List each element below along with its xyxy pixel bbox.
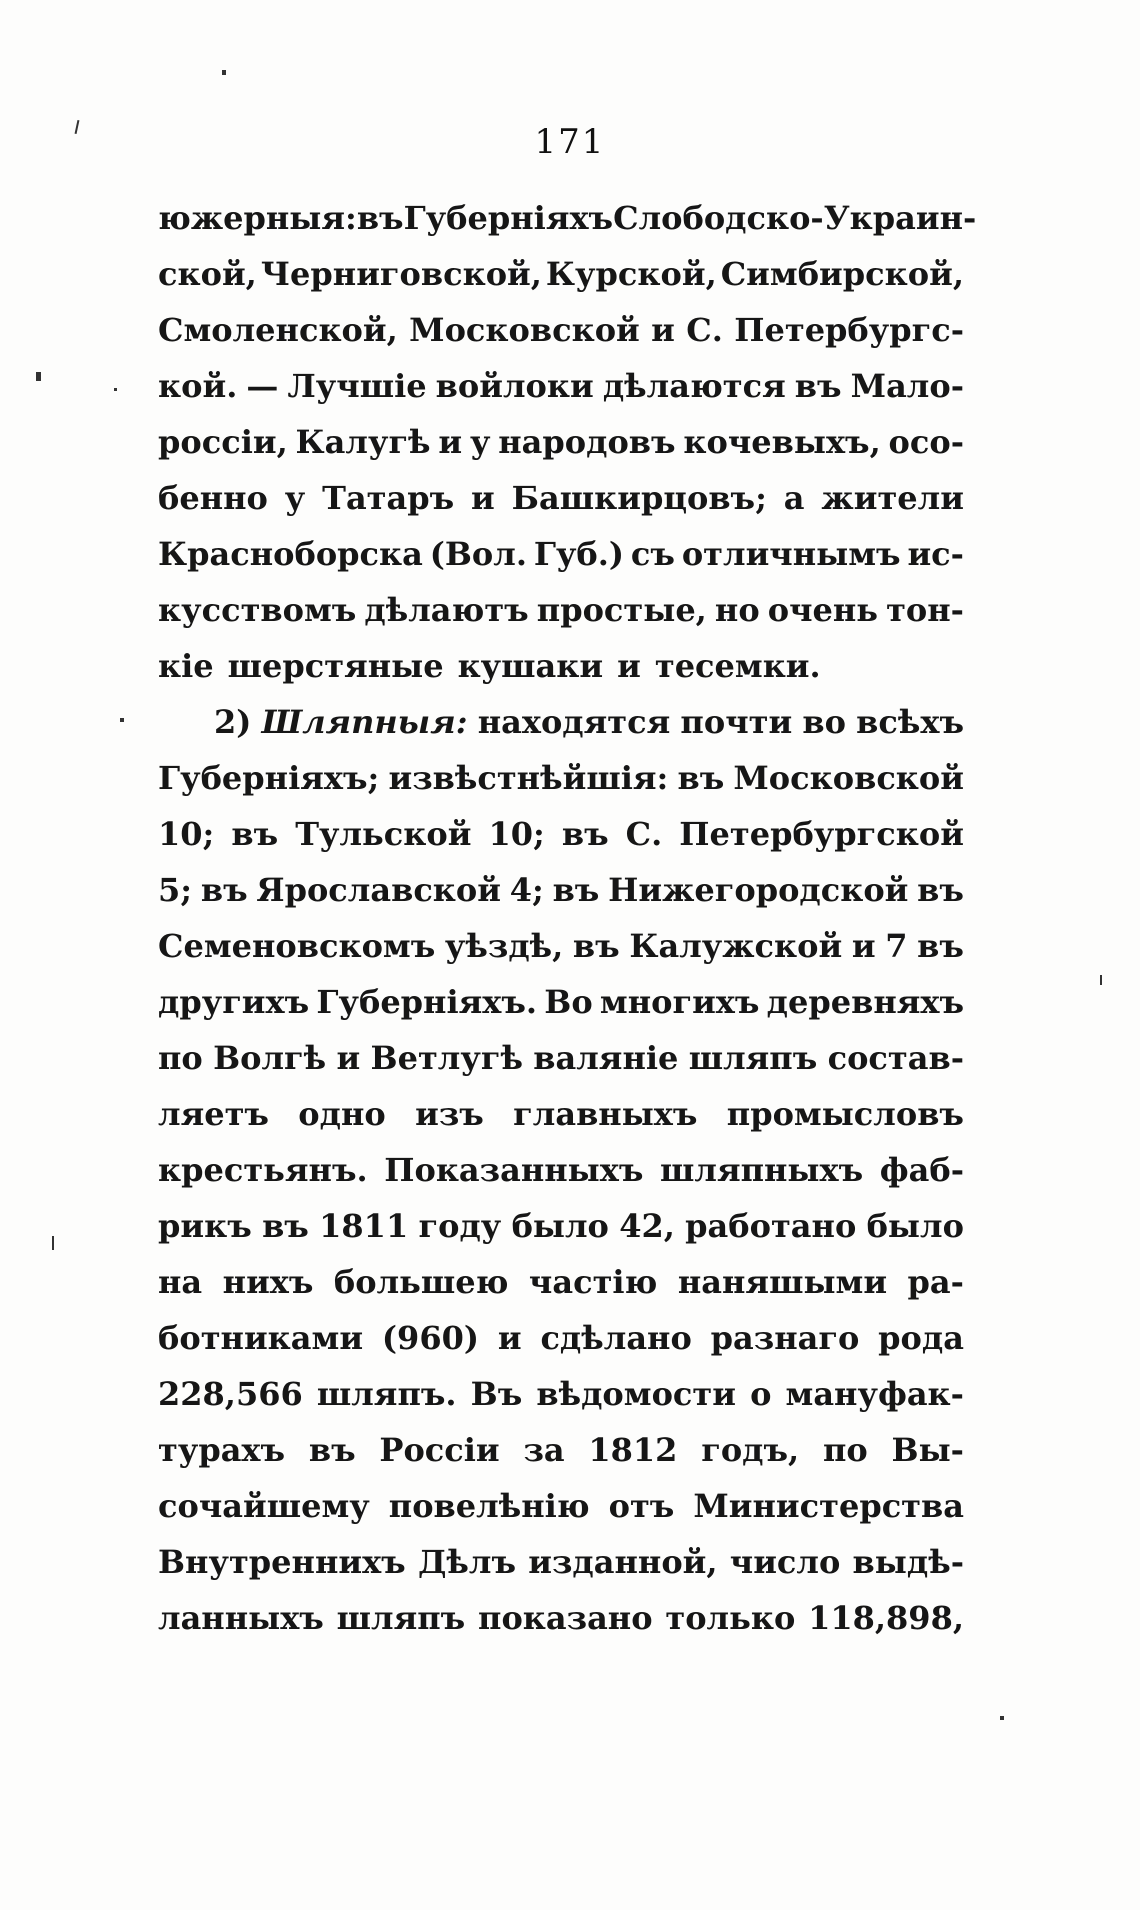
word: Губерніяхъ;	[158, 759, 380, 797]
word: Нижегородской	[608, 871, 909, 909]
word: рикъ	[158, 1207, 252, 1245]
word: году	[418, 1207, 502, 1245]
text-line	[158, 1590, 964, 1646]
word: изъ	[415, 1095, 484, 1133]
word: 10;	[488, 815, 545, 853]
word: 2)	[214, 703, 252, 741]
text-line	[158, 414, 964, 470]
word: другихъ	[158, 983, 310, 1021]
word: осо-	[888, 423, 964, 461]
word: Тульской	[295, 815, 472, 853]
word: 118,898,	[808, 1599, 964, 1637]
word: нихъ	[222, 1263, 314, 1301]
page-number: 171	[534, 122, 606, 162]
word: въ	[917, 871, 964, 909]
word: въ	[572, 927, 620, 965]
word: 228,566	[158, 1375, 303, 1413]
word: въ	[308, 1431, 356, 1469]
word: въ	[262, 1207, 309, 1245]
word: находятся	[477, 703, 671, 741]
text-line	[158, 750, 964, 806]
word: Шляпныя:	[261, 703, 468, 741]
word: простые,	[536, 591, 707, 629]
text-line	[158, 470, 964, 526]
speck	[1000, 1716, 1004, 1720]
speck	[120, 718, 124, 722]
word: (960)	[381, 1319, 479, 1357]
word: многихъ	[599, 983, 760, 1021]
word: въ	[231, 815, 279, 853]
word: Калугѣ	[295, 423, 431, 461]
word: Татаръ	[322, 479, 455, 517]
word: шерстяные	[227, 647, 444, 685]
word: войлоки	[435, 367, 594, 405]
word: кочевыхъ,	[683, 423, 881, 461]
text-line	[158, 1478, 964, 1534]
word: фаб-	[879, 1151, 964, 1189]
word: сдѣлано	[540, 1319, 692, 1357]
word: Семеновскомъ	[158, 927, 436, 965]
word: за	[523, 1431, 565, 1469]
word: Губ.)	[533, 535, 625, 573]
text-line	[158, 1366, 964, 1422]
word: тесемки.	[654, 647, 821, 685]
word: Показанныхъ	[384, 1151, 644, 1189]
word: шляпъ	[688, 1039, 818, 1077]
word: о	[750, 1375, 772, 1413]
word: изданной,	[528, 1543, 718, 1581]
text-line	[158, 190, 977, 246]
text-line	[158, 1198, 964, 1254]
text-line	[158, 974, 964, 1030]
word: ботниками	[158, 1319, 364, 1357]
word: деревняхъ	[766, 983, 964, 1021]
word: крестьянъ.	[158, 1151, 368, 1189]
speck	[114, 388, 117, 391]
word: ской,	[158, 255, 257, 293]
word: Петербургс-	[734, 311, 964, 349]
speck	[36, 372, 41, 381]
word: съ	[630, 535, 675, 573]
word: жители	[821, 479, 964, 517]
word: дѣлаютъ	[364, 591, 529, 629]
word: отъ	[608, 1487, 675, 1525]
word: въ	[561, 815, 609, 853]
speck	[52, 1236, 54, 1250]
word: —	[246, 367, 279, 405]
word: 10;	[158, 815, 215, 853]
text-line	[158, 1142, 964, 1198]
word: ис-	[907, 535, 964, 573]
word: кушаки	[457, 647, 604, 685]
word: ляетъ	[158, 1095, 269, 1133]
word: и	[336, 1039, 361, 1077]
word: главныхъ	[513, 1095, 698, 1133]
text-line	[158, 1086, 964, 1142]
word: 1812	[588, 1431, 678, 1469]
text-line	[158, 1422, 964, 1478]
word: турахъ	[158, 1431, 286, 1469]
word: С.	[625, 815, 663, 853]
word: состав-	[827, 1039, 964, 1077]
word: очень	[767, 591, 878, 629]
speck	[222, 70, 226, 75]
word: Красноборска	[158, 535, 423, 573]
word: ланныхъ	[158, 1599, 324, 1637]
word: кой.	[158, 367, 238, 405]
text-line	[158, 694, 964, 750]
word: Губерніяхъ	[403, 199, 614, 237]
word: Черниговской,	[260, 255, 542, 293]
word: повелѣнію	[388, 1487, 590, 1525]
word: Смоленской,	[158, 311, 398, 349]
word: и	[497, 1319, 522, 1357]
word: только	[665, 1599, 796, 1637]
word: въ	[794, 367, 842, 405]
word: и	[651, 311, 675, 349]
word: Министерства	[693, 1487, 964, 1525]
word: Петербургской	[679, 815, 964, 853]
word: по	[822, 1431, 868, 1469]
word: у	[284, 479, 306, 517]
word: С.	[686, 311, 723, 349]
word: Симбирской,	[720, 255, 964, 293]
word: Калужской	[629, 927, 843, 965]
word: Дѣлъ	[417, 1543, 517, 1581]
text-line	[158, 1030, 964, 1086]
word: а	[783, 479, 805, 517]
word: и	[471, 479, 495, 517]
word: тон-	[886, 591, 964, 629]
text-line	[158, 806, 964, 862]
word: одно	[298, 1095, 386, 1133]
word: мануфак-	[785, 1375, 964, 1413]
text-line	[158, 246, 964, 302]
text-line	[158, 526, 964, 582]
word: Ветлугѣ	[370, 1039, 523, 1077]
word: показано	[478, 1599, 653, 1637]
word: большею	[333, 1263, 509, 1301]
word: ра-	[907, 1263, 964, 1301]
word: 5;	[158, 871, 193, 909]
text-line	[158, 358, 964, 414]
word: шляпъ	[336, 1599, 466, 1637]
word: почти	[680, 703, 793, 741]
word: Слободско-Украин-	[613, 199, 977, 237]
word: по	[158, 1039, 203, 1077]
text-line	[158, 582, 964, 638]
text-line	[158, 1534, 964, 1590]
word: въ	[677, 759, 725, 797]
word: кіе	[158, 647, 214, 685]
word: Волгѣ	[213, 1039, 327, 1077]
text-line	[158, 1310, 964, 1366]
word: въ	[200, 871, 248, 909]
speck	[1100, 975, 1102, 985]
word: южерныя:	[158, 199, 357, 237]
word: сочайшему	[158, 1487, 370, 1525]
text-line	[158, 918, 964, 974]
word: годъ,	[701, 1431, 800, 1469]
word: (Вол.	[429, 535, 527, 573]
text-line	[158, 1254, 964, 1310]
word: дѣлаются	[602, 367, 786, 405]
word: 1811	[319, 1207, 409, 1245]
text-line	[158, 638, 964, 694]
word: въ	[917, 927, 964, 965]
word: шляпныхъ	[659, 1151, 864, 1189]
word: въ	[552, 871, 600, 909]
word: наняшыми	[677, 1263, 888, 1301]
word: было	[866, 1207, 964, 1245]
word: число	[729, 1543, 841, 1581]
word: рода	[878, 1319, 964, 1357]
word: 42,	[619, 1207, 675, 1245]
word: выдѣ-	[852, 1543, 964, 1581]
word: Внутреннихъ	[158, 1543, 406, 1581]
word: уѣздѣ,	[444, 927, 564, 965]
word: россіи,	[158, 423, 288, 461]
word: Въ	[470, 1375, 523, 1413]
word: вѣдомости	[536, 1375, 736, 1413]
body-text	[158, 190, 977, 1646]
word: народовъ	[498, 423, 676, 461]
word: и	[617, 647, 641, 685]
word: промысловъ	[726, 1095, 964, 1133]
word: частію	[528, 1263, 658, 1301]
word: въ	[356, 199, 404, 237]
word: Мало-	[850, 367, 964, 405]
word: бенно	[158, 479, 268, 517]
word: Московской	[733, 759, 964, 797]
word: Ярославской	[256, 871, 501, 909]
word: 7	[885, 927, 908, 965]
word: Башкирцовъ;	[511, 479, 767, 517]
text-line	[158, 862, 964, 918]
word: Московской	[409, 311, 640, 349]
word: кусствомъ	[158, 591, 357, 629]
word: но	[714, 591, 760, 629]
word: 4;	[509, 871, 544, 909]
word: отличнымъ	[681, 535, 901, 573]
word: Вы-	[891, 1431, 964, 1469]
word: Лучшіе	[287, 367, 427, 405]
word: Россіи	[379, 1431, 500, 1469]
word: было	[511, 1207, 609, 1245]
word: разнаго	[710, 1319, 860, 1357]
word: у	[469, 423, 491, 461]
word: на	[158, 1263, 203, 1301]
word: Губерніяхъ.	[316, 983, 538, 1021]
word: шляпъ.	[316, 1375, 457, 1413]
word: Курской,	[545, 255, 717, 293]
word: и	[438, 423, 463, 461]
word: и	[851, 927, 876, 965]
text-line	[158, 302, 964, 358]
word: всѣхъ	[856, 703, 964, 741]
word: во	[802, 703, 846, 741]
word: работано	[685, 1207, 857, 1245]
word: Во	[544, 983, 593, 1021]
word: валяніе	[533, 1039, 679, 1077]
word: извѣстнѣйшія:	[388, 759, 669, 797]
